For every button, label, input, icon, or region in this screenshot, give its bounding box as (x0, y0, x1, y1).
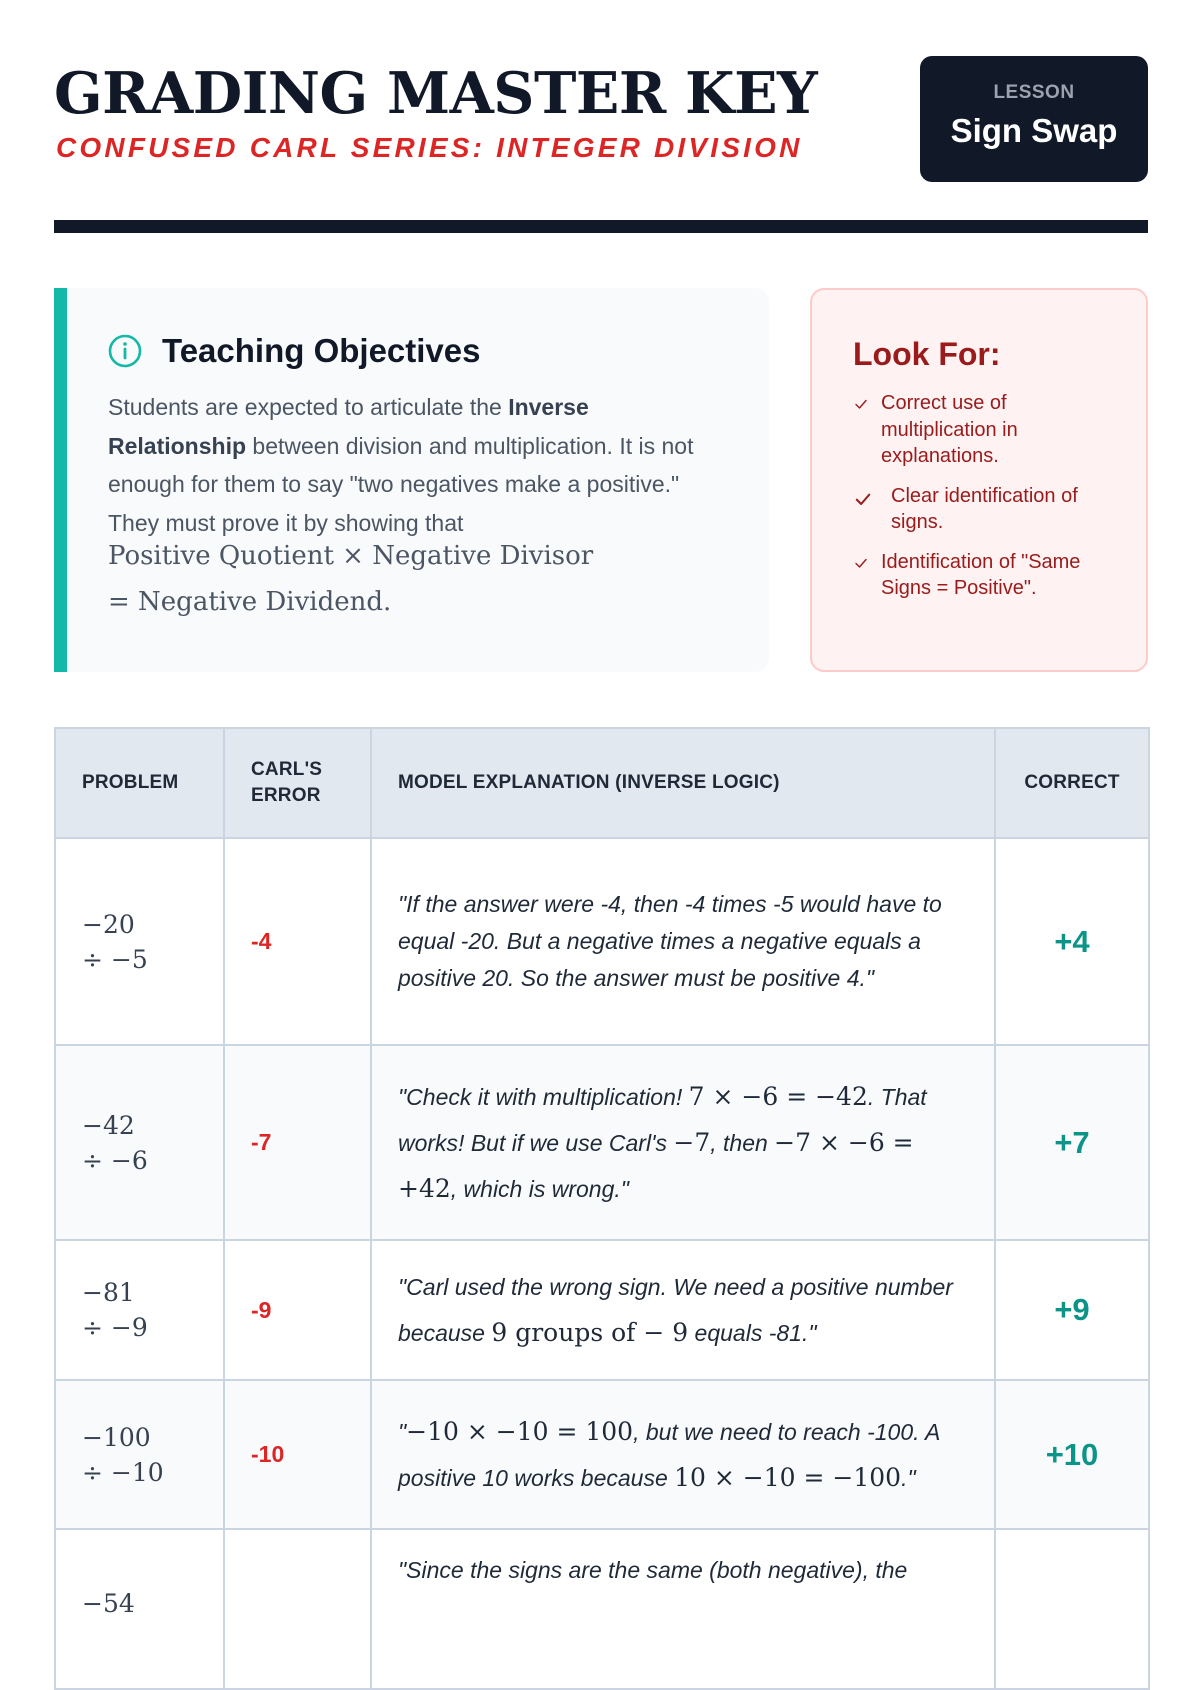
objectives-math-line2: = Negative Dividend. (108, 587, 392, 617)
table-row (55, 1240, 1149, 1380)
objectives-math (108, 533, 728, 625)
check-icon (853, 396, 869, 412)
explanation-text: equals -81." (688, 1319, 817, 1346)
grading-table-wrapper (54, 727, 1148, 1690)
grading-table (54, 727, 1150, 1690)
explanation-text: ." (901, 1464, 916, 1491)
table-row (55, 1045, 1149, 1240)
look-for-item-text: Identification of "Same Signs = Positive". (881, 550, 1081, 599)
table-row (55, 1380, 1149, 1529)
error-cell: -10 (224, 1380, 371, 1529)
problem-divisor: ÷ −10 (82, 1457, 164, 1487)
explanation-text: , then (710, 1129, 775, 1156)
explanation-text: . That works! But if we use Carl's (398, 1083, 927, 1156)
problem-divisor: ÷ −5 (82, 944, 148, 974)
problem-dividend: −42 (82, 1110, 135, 1140)
explanation-text: "Carl used the wrong sign. We need a positive number because (398, 1273, 953, 1346)
objectives-math-line1: Positive Quotient × Negative Divisor (108, 541, 594, 571)
error-cell (224, 1529, 371, 1689)
problem-dividend: −100 (82, 1422, 151, 1452)
lesson-value: Sign Swap (950, 112, 1118, 149)
lesson-badge (920, 56, 1148, 182)
page-subtitle: CONFUSED CARL SERIES: INTEGER DIVISION (56, 132, 803, 163)
explanation-cell (371, 1240, 995, 1380)
column-header-problem: PROBLEM (55, 728, 224, 838)
error-cell: -9 (224, 1240, 371, 1380)
explanation-text: "Check it with multiplication! (398, 1083, 689, 1110)
objectives-text-part1: Students are expected to articulate the (108, 394, 509, 420)
explanation-math: −7 × −6 = +42 (398, 1127, 914, 1203)
look-for-panel (810, 288, 1148, 672)
problem-divisor: ÷ −9 (82, 1313, 148, 1342)
header-divider (54, 220, 1148, 233)
objectives-text (108, 388, 728, 542)
look-for-item-text: Clear identification of signs. (891, 484, 1078, 533)
page-title: GRADING MASTER KEY (54, 60, 818, 127)
explanation-text: , which is wrong." (450, 1175, 629, 1202)
problem-cell (55, 1240, 224, 1380)
correct-cell: +7 (995, 1045, 1149, 1240)
explanation-math: 10 × −10 = −100 (674, 1462, 902, 1492)
table-header-row (55, 728, 1149, 838)
problem-dividend: −20 (82, 909, 135, 939)
error-cell: -4 (224, 838, 371, 1045)
column-header-error: CARL'S ERROR (224, 728, 371, 838)
teaching-objectives-panel (54, 288, 769, 672)
look-for-item (853, 549, 1123, 602)
problem-cell (55, 1380, 224, 1529)
correct-cell (995, 1529, 1149, 1689)
explanation-text: , but we need to reach -100. A positive 10 works because (398, 1418, 940, 1491)
objectives-text-part2: between division and multiplication. It is not enough for them to say "two negatives make a positive." They must prove it by showing that (108, 432, 694, 536)
look-for-list (853, 390, 1123, 615)
explanation-cell: "Since the signs are the same (both negative), the (371, 1529, 995, 1689)
explanation-cell (371, 1380, 995, 1529)
info-icon (108, 334, 142, 368)
explanation-math: −10 × −10 = 100 (406, 1416, 634, 1446)
explanation-math: 7 × −6 = −42 (688, 1081, 868, 1111)
explanation-math: 9 groups of − 9 (491, 1317, 689, 1347)
error-cell: -7 (224, 1045, 371, 1240)
objectives-title: Teaching Objectives (162, 332, 481, 369)
table-row (55, 1529, 1149, 1689)
objectives-text-bold: Inverse Relationship (108, 394, 589, 459)
column-header-explanation: MODEL EXPLANATION (INVERSE LOGIC) (371, 728, 995, 838)
look-for-title: Look For: (853, 336, 1001, 372)
lesson-label: LESSON (993, 82, 1075, 103)
look-for-item (853, 483, 1123, 536)
problem-divisor: ÷ −6 (82, 1145, 148, 1175)
correct-cell: +4 (995, 838, 1149, 1045)
explanation-cell (371, 1045, 995, 1240)
look-for-item (853, 390, 1123, 470)
explanation-math: −7 (673, 1127, 711, 1157)
problem-cell (55, 1529, 224, 1689)
column-header-correct: CORRECT (995, 728, 1149, 838)
correct-cell: +9 (995, 1240, 1149, 1380)
objectives-header (108, 332, 481, 370)
header (54, 56, 1148, 182)
problem-cell (55, 838, 224, 1045)
check-icon (853, 489, 873, 509)
explanation-cell: "If the answer were -4, then -4 times -5 would have to equal -20. But a negative times a negative equals a positive 20. So the answer must be positive 4." (371, 838, 995, 1045)
look-for-item-text: Correct use of multiplication in explanations. (881, 392, 1018, 467)
problem-cell (55, 1045, 224, 1240)
table-row (55, 838, 1149, 1045)
problem-dividend: −81 (82, 1278, 135, 1307)
check-icon (853, 555, 869, 571)
explanation-text: " (398, 1418, 407, 1445)
correct-cell: +10 (995, 1380, 1149, 1529)
problem-dividend: −54 (82, 1589, 135, 1618)
